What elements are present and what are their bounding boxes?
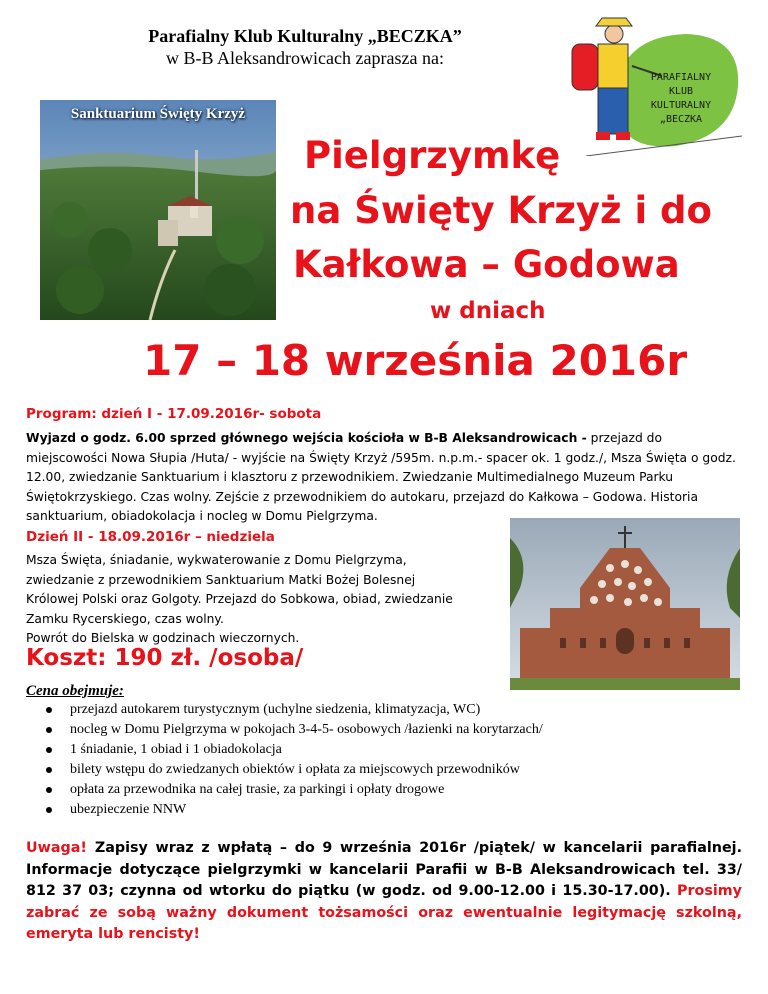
notice-highlight: Prosimy zabrać ze sobą ważny dokument tożsamości oraz ewentualnie legitymację szkolną, emeryta lub rencisty!: [26, 883, 742, 942]
list-item: opłata za przewodnika na całej trasie, za parkingi i opłaty drogowe: [44, 780, 543, 800]
list-item: nocleg w Domu Pielgrzyma w pokojach 3-4-5- osobowych /łazienki na korytarzach/: [44, 720, 543, 740]
day1-text: przejazd do miejscowości Nowa Słupia /Huta/ - wyjście na Święty Krzyż /595m. n.p.m.- spacer ok. 1 godz./, Msza Święta o godz. 12.00, zwiedzanie Sanktuarium i klasztoru z przewodnikiem. Zwiedzanie Multimedialnego Muzeum Parku Świętokrzyskiego. Czas wolny. Zejście z przewodnikiem do autokaru, przejazd do Kałkowa – Godowa. Historia sanktuarium, obiadokolacja i nocleg w Domu Pielgrzyma.: [26, 431, 736, 523]
logo-text-3: KULTURALNY: [650, 100, 712, 111]
title-line-2: na Święty Krzyż i do: [290, 189, 712, 232]
day2-line: Powrót do Bielska w godzinach wieczornych.: [26, 631, 300, 645]
logo-text-2: KLUB: [668, 86, 694, 97]
bullet-icon: [46, 747, 52, 753]
day1-heading: Program: dzień I - 17.09.2016r- sobota: [26, 406, 322, 422]
list-item: bilety wstępu do zwiedzanych obiektów i opłata za miejscowych przewodników: [44, 760, 543, 780]
title-in-days: w dniach: [430, 298, 546, 324]
bullet-icon: [46, 707, 52, 713]
logo-text-1: PARAFIALNY: [650, 72, 712, 83]
organizer-invite: w B-B Aleksandrowicach zaprasza na:: [166, 48, 444, 68]
bullet-icon: [46, 807, 52, 813]
bullet-icon: [46, 767, 52, 773]
photo-caption: Sanktuarium Święty Krzyż: [70, 106, 246, 122]
title-line-3: Kałkowa – Godowa: [293, 243, 680, 286]
includes-list: [44, 700, 543, 820]
notice-label: Uwaga!: [26, 840, 87, 856]
club-logo: [566, 6, 742, 156]
day1-lead: Wyjazd o godz. 6.00 sprzed głównego wejścia kościoła w B-B Aleksandrowicach -: [26, 431, 587, 445]
title-line-1: Pielgrzymkę: [304, 134, 561, 177]
day2-line: zwiedzanie z przewodnikiem Sanktuarium Matki Bożej Bolesnej: [26, 572, 416, 587]
cost: Koszt: 190 zł. /osoba/: [26, 645, 304, 671]
day1-program: [26, 429, 744, 527]
organizer-name: Parafialny Klub Kulturalny „BECZKA”: [148, 26, 462, 46]
day2-line: Zamku Rycerskiego, czas wolny.: [26, 611, 224, 626]
includes-heading: Cena obejmuje:: [26, 683, 124, 699]
day2-heading: Dzień II - 18.09.2016r – niedziela: [26, 529, 275, 545]
event-dates: 17 – 18 września 2016r: [143, 336, 688, 385]
bullet-icon: [46, 787, 52, 793]
day2-program: [26, 551, 496, 649]
list-item: przejazd autokarem turystycznym (uchylne siedzenia, klimatyzacja, WC): [44, 700, 543, 720]
notice-text: Zapisy wraz z wpłatą – do 9 września 2016r /piątek/ w kancelarii parafialnej. Informacje dotyczące pielgrzymki w kancelarii Parafii w B-B Aleksandrowicach tel. 33/ 812 37 03; czynna od wtorku do piątku (w godz. od 9.00-12.00 i 15.30-17.00).: [26, 840, 742, 899]
golgotha-photo: [510, 518, 740, 690]
day2-line: Królowej Polski oraz Golgoty. Przejazd do Sobkowa, obiad, zwiedzanie: [26, 592, 453, 606]
notice: [26, 838, 742, 946]
list-item: ubezpieczenie NNW: [44, 800, 543, 820]
bullet-icon: [46, 727, 52, 733]
sanctuary-aerial-photo: [40, 100, 276, 320]
logo-text-4: „BECZKA: [659, 114, 703, 125]
day2-line: Msza Święta, śniadanie, wykwaterowanie z Domu Pielgrzyma,: [26, 553, 407, 567]
list-item: 1 śniadanie, 1 obiad i 1 obiadokolacja: [44, 740, 543, 760]
